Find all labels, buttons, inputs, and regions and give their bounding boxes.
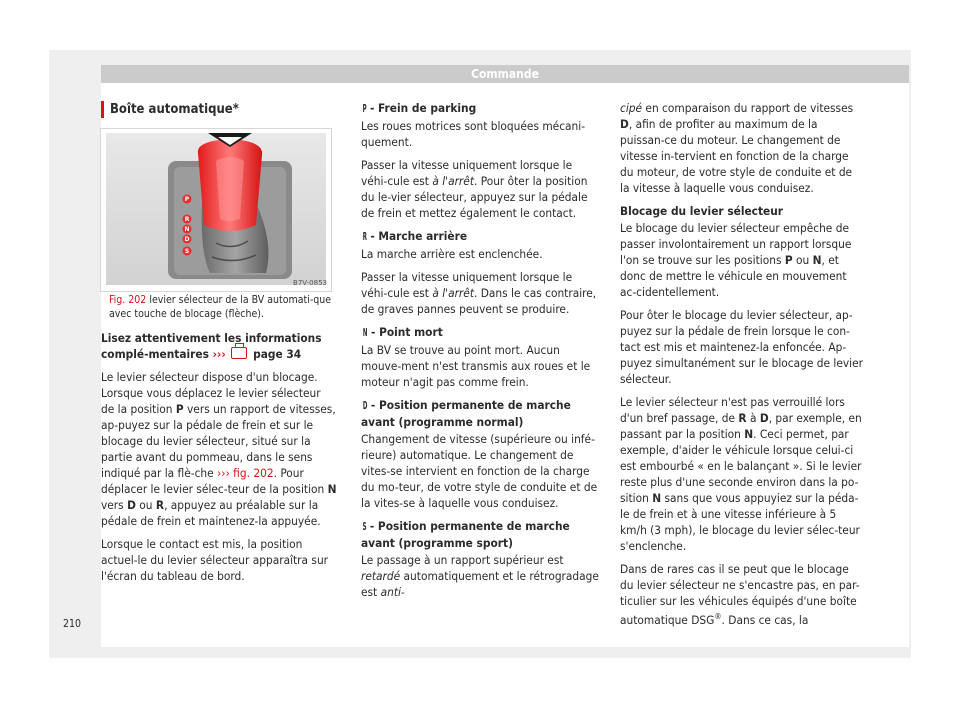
heading-reverse: R - Marche arrière (362, 229, 468, 243)
heading-neutral: N - Point mort (362, 325, 443, 339)
paragraph-reverse-1: La marche arrière est enclenchée. (361, 247, 543, 261)
figure-reference-link[interactable]: ››› fig. 202 (217, 466, 274, 480)
intro-page-link[interactable]: page 34 (253, 347, 302, 361)
paragraph-rare-cases: Dans de rares cas il se peut que le blocage du levier sélecteur ne s'encastre pas, en par-ticulier sur les véhicules équipés d'une boîte automatique DSG®. Dans ce cas, la (620, 562, 860, 627)
gear-selector-illustration (106, 133, 326, 285)
paragraph-reverse-2: Passer la vitesse uniquement lorsque le véhi-cule est à l'arrêt. Dans le cas contraire, de graves pannes peuvent se produire. (361, 270, 597, 316)
gear-s-icon: S (362, 520, 367, 533)
gear-positions-indicator (177, 193, 197, 273)
figure-caption (109, 293, 335, 321)
book-reference-icon (231, 347, 247, 359)
heading-lever-blocking: Blocage du levier sélecteur (620, 204, 784, 218)
chapter-header: Commande (101, 65, 909, 83)
paragraph-brief-passage: Le levier sélecteur n'est pas verrouillé lors d'un bref passage, de R à D, par exemple, en passant par la position N. Ceci permet, par exemple, d'aider le véhicule lorsque celui-ci est embourbé « en le balançant ». Si le levier reste plus d'une seconde environ dans la po-sition N sans que vous appuyiez sur la péda-le de frein et à une vitesse inférieure à 5 km/h (3 mph), le blocage du levier sélec-teur s'enclenche. (620, 395, 862, 553)
paragraph-display: Lorsque le contact est mis, la position actuel-le du levier sélecteur apparaîtra sur l'écran du tableau de bord. (101, 537, 329, 583)
heading-sport: S - Position permanente de marche avant (programme sport) (361, 519, 570, 550)
column-3 (620, 100, 864, 635)
figure-caption-text: levier sélecteur de la BV automati-que avec touche de blocage (flèche). (109, 294, 332, 320)
gear-n-icon: N (362, 326, 368, 339)
figure-code: B7V-0853 (293, 279, 327, 287)
paragraph-parking-2: Passer la vitesse uniquement lorsque le véhi-cule est à l'arrêt. Pour ôter la position du le-vier sélecteur, appuyez sur la pédale de frein et mettez également le contact. (361, 158, 588, 220)
gear-letter-n: N (184, 226, 190, 234)
paragraph-unblock: Pour ôter le blocage du levier sélecteur, ap-puyez sur la pédale de frein lorsque le con-tact est mis et maintenez-la enfoncée. Ap-puyez simultanément sur le blocage de levier sélecteur. (620, 308, 864, 386)
gear-p-icon: P (362, 102, 367, 115)
gear-letter-r: R (184, 216, 190, 224)
intro-notice (101, 330, 337, 362)
page-number: 210 (63, 618, 82, 630)
gear-letter-s: S (184, 248, 190, 256)
paragraph-sport-continued: cipé en comparaison du rapport de vitesses D, afin de profiter au maximum de la puissan-ce du moteur. Le changement de vitesse in-tervient en fonction de la charge du moteur, de votre style de conduite et de la vitesse à laquelle vous conduisez. (620, 101, 854, 195)
paragraph-parking-1: Les roues motrices sont bloquées mécani-quement. (361, 119, 586, 149)
figure-label: Fig. 202 (109, 294, 147, 306)
paragraph-drive: Changement de vitesse (supérieure ou infé-rieure) automatique. Le changement de vites-se intervient en fonction de la charge du mo-teur, de votre style de conduite et de la vites-se à laquelle vous conduisez. (361, 432, 598, 510)
heading-drive: D - Position permanente de marche avant (programme normal) (361, 398, 571, 429)
column-2 (361, 100, 601, 607)
paragraph-blocking: Le levier sélecteur dispose d'un blocage. Lorsque vous déplacez le levier sélecteur de la position P vers un rapport de vitesses, ap-puyez sur la pédale de frein et sur le blocage du levier sélecteur, situé sur la partie avant du pommeau, dans le sens indiqué par la flè-che ››› fig. 202. Pour déplacer le levier sélec-teur de la position N vers D ou R, appuyez au préalable sur la pédale de frein et maintenez-la appuyée. (101, 370, 337, 528)
paragraph-lever-blocking: Le blocage du levier sélecteur empêche de passer involontairement un rapport lorsque l'on se trouve sur les positions P ou N, et donc de mettre le véhicule en mouvement ac-cidentellement. (620, 221, 852, 299)
column-1 (101, 330, 337, 591)
gear-r-icon: R (362, 230, 367, 243)
intro-title: Lisez attentivement les informations complé-mentaires (101, 331, 322, 361)
paragraph-sport: Le passage à un rapport supérieur est retardé automatiquement et le rétrogradage est anti- (361, 553, 599, 599)
section-title: Boîte automatique* (101, 101, 348, 118)
gear-letter-p: P (184, 196, 190, 204)
gear-selector-figure (100, 128, 332, 292)
heading-parking: P - Frein de parking (362, 101, 477, 115)
intro-arrow[interactable]: ››› (212, 347, 226, 361)
gear-d-icon: D (362, 399, 368, 412)
gear-letter-d: D (184, 236, 190, 244)
paragraph-neutral: La BV se trouve au point mort. Aucun mouve-ment n'est transmis aux roues et le moteur n'agit pas comme frein. (361, 343, 591, 389)
